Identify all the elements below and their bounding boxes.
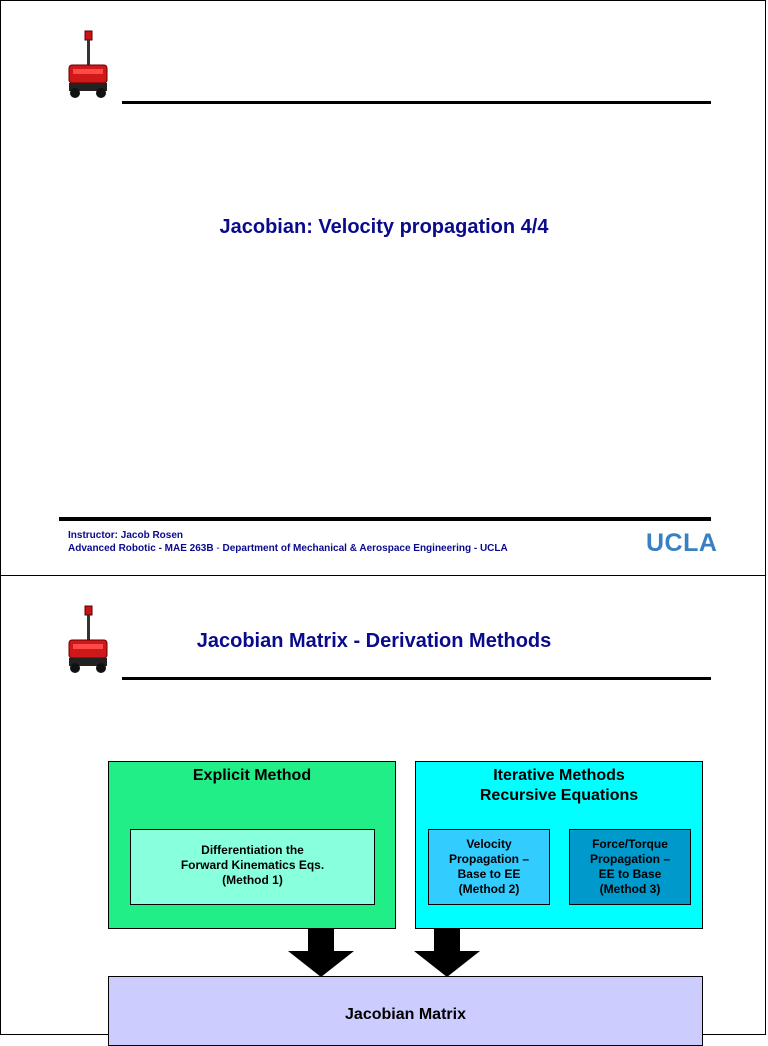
slide-title: Jacobian: Velocity propagation 4/4 bbox=[219, 216, 549, 238]
jacobian-matrix-title: Jacobian Matrix bbox=[345, 1006, 466, 1023]
iterative-methods-title: Iterative Methods bbox=[493, 767, 625, 784]
header-rule bbox=[122, 677, 711, 680]
method-3-box bbox=[569, 829, 691, 905]
method-1-line: Forward Kinematics Eqs. bbox=[180, 858, 325, 872]
explicit-method-box bbox=[108, 761, 396, 929]
method-3-line: Propagation – bbox=[589, 852, 670, 866]
method-1-line: Differentiation the bbox=[201, 843, 304, 857]
down-arrow-icon bbox=[414, 929, 480, 977]
slide-2 bbox=[0, 575, 766, 1035]
method-2-line: Base to EE bbox=[457, 867, 521, 881]
course-line bbox=[68, 543, 508, 554]
recursive-equations-title: Recursive Equations bbox=[479, 787, 639, 804]
department-name: Department of Mechanical & Aerospace Engineering - UCLA bbox=[222, 543, 508, 554]
course-separator: - bbox=[213, 543, 223, 554]
iterative-methods-box bbox=[415, 761, 703, 929]
slide-title: Jacobian Matrix - Derivation Methods bbox=[196, 630, 552, 652]
robot-logo-icon bbox=[61, 29, 117, 101]
method-2-line: (Method 2) bbox=[458, 882, 520, 896]
method-3-line: (Method 3) bbox=[599, 882, 661, 896]
method-1-box bbox=[130, 829, 375, 905]
footer-rule bbox=[59, 517, 711, 521]
method-2-box bbox=[428, 829, 550, 905]
ucla-logo: UCLA bbox=[646, 529, 718, 557]
header-rule bbox=[122, 101, 711, 104]
method-3-line: Force/Torque bbox=[592, 837, 668, 851]
method-1-line: (Method 1) bbox=[222, 873, 283, 887]
jacobian-matrix-box bbox=[108, 976, 703, 1046]
explicit-method-title: Explicit Method bbox=[192, 767, 312, 784]
down-arrow-icon bbox=[288, 929, 354, 977]
course-name: Advanced Robotic - MAE 263B bbox=[68, 543, 214, 554]
method-2-line: Velocity bbox=[466, 837, 512, 851]
method-3-line: EE to Base bbox=[598, 867, 662, 881]
method-2-line: Propagation – bbox=[448, 852, 529, 866]
instructor-text: Instructor: Jacob Rosen bbox=[68, 530, 184, 541]
